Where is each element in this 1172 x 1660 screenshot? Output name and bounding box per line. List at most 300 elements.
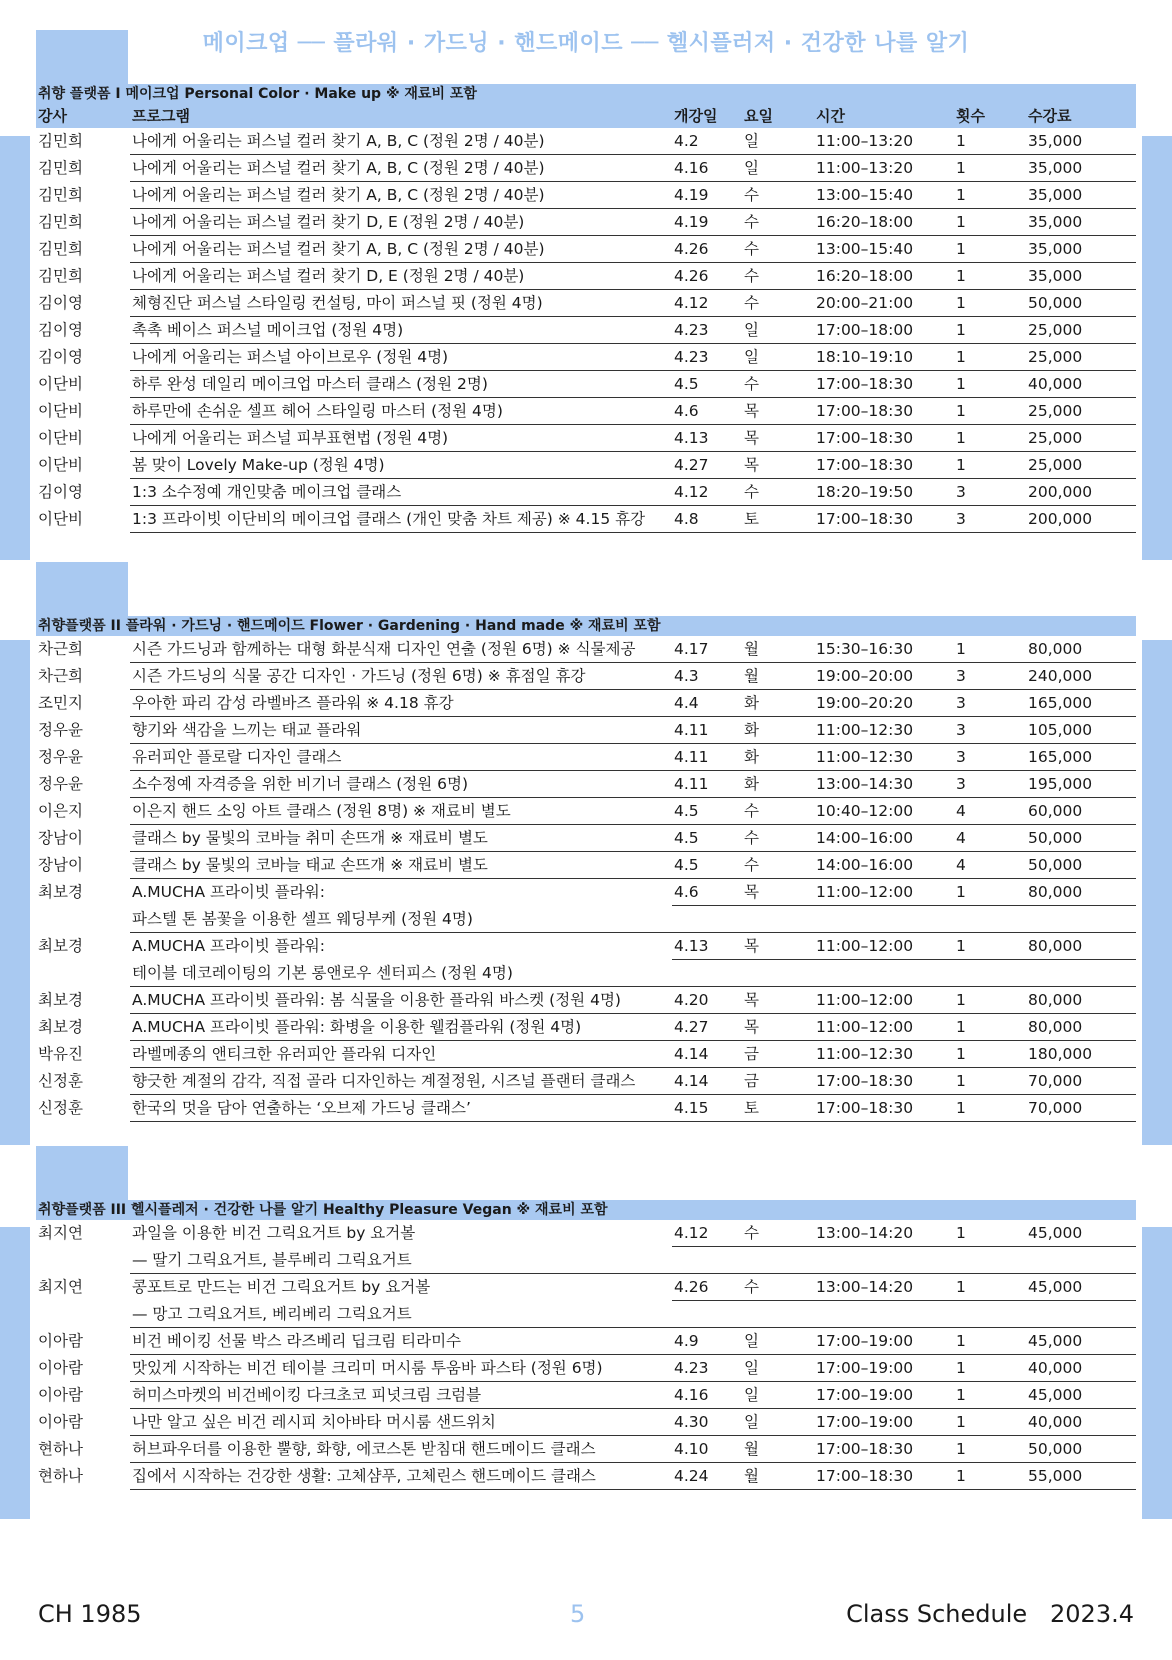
day-cell: 목 (742, 879, 814, 906)
count-cell: 1 (954, 987, 1026, 1014)
program-cell: 나에게 어울리는 퍼스널 컬러 찾기 D, E (정원 2명 / 40분) (130, 209, 672, 236)
day-cell: 일 (742, 128, 814, 155)
table-row (36, 398, 1136, 425)
instructor-cell: 박유진 (38, 1045, 83, 1063)
date-cell (672, 1301, 742, 1328)
program-cell: 나에게 어울리는 퍼스널 피부표현법 (정원 4명) (130, 425, 672, 452)
program-cell: A.MUCHA 프라이빗 플라워: 화병을 이용한 웰컴플라워 (정원 4명) (130, 1014, 672, 1041)
fee-cell: 80,000 (1026, 933, 1136, 960)
instructor-cell: 이단비 (38, 456, 83, 474)
count-cell (954, 1301, 1026, 1328)
program-cell: 테이블 데코레이팅의 기본 롱앤로우 센터피스 (정원 4명) (130, 960, 672, 987)
instructor-cell (36, 906, 130, 933)
count-cell: 1 (954, 236, 1026, 263)
program-cell: 나에게 어울리는 퍼스널 아이브로우 (정원 4명) (130, 344, 672, 371)
day-cell: 수 (742, 852, 814, 879)
fee-cell: 40,000 (1026, 371, 1136, 398)
date-cell: 4.16 (672, 1382, 742, 1409)
instructor-cell: 장남이 (38, 829, 83, 847)
time-cell: 17:00–19:00 (814, 1355, 954, 1382)
count-cell: 3 (954, 771, 1026, 798)
count-cell: 1 (954, 1355, 1026, 1382)
fee-cell: 25,000 (1026, 425, 1136, 452)
fee-cell: 200,000 (1026, 479, 1136, 506)
table-row (36, 155, 1136, 182)
schedule-table (36, 636, 1136, 1122)
count-cell: 4 (954, 825, 1026, 852)
table-row (36, 1436, 1136, 1463)
fee-cell: 25,000 (1026, 398, 1136, 425)
program-cell: — 망고 그릭요거트, 베리베리 그릭요거트 (130, 1301, 672, 1328)
time-cell: 11:00–12:00 (814, 1014, 954, 1041)
count-cell: 1 (954, 1014, 1026, 1041)
day-cell: 목 (742, 452, 814, 479)
day-cell: 화 (742, 771, 814, 798)
instructor-cell (36, 960, 130, 987)
decor-block (1142, 640, 1172, 1145)
count-cell: 1 (954, 344, 1026, 371)
fee-cell: 35,000 (1026, 128, 1136, 155)
program-cell: 유러피안 플로랄 디자인 클래스 (130, 744, 672, 771)
day-cell: 수 (742, 290, 814, 317)
instructor-cell: 이아람 (38, 1332, 83, 1350)
instructor-cell: 김민희 (38, 159, 83, 177)
count-cell: 1 (954, 1382, 1026, 1409)
instructor-cell: 이은지 (38, 802, 83, 820)
table-row (36, 182, 1136, 209)
day-cell (742, 906, 814, 933)
date-cell (672, 1247, 742, 1274)
fee-cell: 25,000 (1026, 344, 1136, 371)
fee-cell: 35,000 (1026, 155, 1136, 182)
count-cell: 4 (954, 798, 1026, 825)
instructor-cell: 김민희 (38, 186, 83, 204)
fee-cell: 180,000 (1026, 1041, 1136, 1068)
day-cell: 일 (742, 1355, 814, 1382)
decor-block (36, 30, 128, 86)
program-cell: 파스텔 톤 봄꽃을 이용한 셀프 웨딩부케 (정원 4명) (130, 906, 672, 933)
table-row (36, 1301, 1136, 1328)
table-row (36, 960, 1136, 987)
instructor-cell: 이아람 (38, 1413, 83, 1431)
date-cell: 4.12 (672, 479, 742, 506)
date-cell: 4.6 (672, 398, 742, 425)
fee-cell: 45,000 (1026, 1328, 1136, 1355)
table-row (36, 744, 1136, 771)
fee-cell: 50,000 (1026, 825, 1136, 852)
table-row (36, 290, 1136, 317)
date-cell: 4.11 (672, 771, 742, 798)
table-row (36, 1409, 1136, 1436)
table-row (36, 425, 1136, 452)
count-cell: 3 (954, 479, 1026, 506)
table-row (36, 771, 1136, 798)
table-row (36, 852, 1136, 879)
date-cell: 4.27 (672, 452, 742, 479)
count-cell (954, 906, 1026, 933)
fee-cell: 45,000 (1026, 1382, 1136, 1409)
instructor-cell: 정우윤 (38, 775, 83, 793)
fee-cell: 45,000 (1026, 1274, 1136, 1301)
decor-block (0, 640, 30, 1145)
table-row (36, 1355, 1136, 1382)
fee-cell: 25,000 (1026, 452, 1136, 479)
program-cell: 나에게 어울리는 퍼스널 컬러 찾기 A, B, C (정원 2명 / 40분) (130, 155, 672, 182)
instructor-cell: 최보경 (38, 937, 83, 955)
fee-cell: 80,000 (1026, 1014, 1136, 1041)
table-row (36, 1041, 1136, 1068)
count-cell: 1 (954, 128, 1026, 155)
count-cell: 1 (954, 1328, 1026, 1355)
instructor-cell: 김민희 (38, 267, 83, 285)
section-title: 취향플랫폼 II 플라워 · 가드닝 · 핸드메이드 Flower · Gardening · Hand made ※ 재료비 포함 (36, 616, 1136, 636)
instructor-cell: 김이영 (38, 321, 83, 339)
date-cell: 4.19 (672, 209, 742, 236)
time-cell: 11:00–12:00 (814, 879, 954, 906)
time-cell: 13:00–14:20 (814, 1274, 954, 1301)
date-cell: 4.5 (672, 798, 742, 825)
section-makeup (36, 84, 1136, 533)
date-cell: 4.2 (672, 128, 742, 155)
date-cell: 4.5 (672, 371, 742, 398)
day-cell: 토 (742, 1095, 814, 1122)
program-cell: 하루 완성 데일리 메이크업 마스터 클래스 (정원 2명) (130, 371, 672, 398)
day-cell: 수 (742, 182, 814, 209)
day-cell: 월 (742, 1463, 814, 1490)
instructor-cell: 차근희 (38, 667, 83, 685)
instructor-cell: 신정훈 (38, 1099, 83, 1117)
time-cell: 17:00–19:00 (814, 1328, 954, 1355)
program-cell: A.MUCHA 프라이빗 플라워: (132, 937, 325, 955)
time-cell (814, 1301, 954, 1328)
instructor-cell (36, 1247, 130, 1274)
decor-block (1142, 1227, 1172, 1519)
date-cell: 4.5 (672, 852, 742, 879)
time-cell: 20:00–21:00 (814, 290, 954, 317)
day-cell: 수 (742, 263, 814, 290)
program-cell: 나에게 어울리는 퍼스널 컬러 찾기 A, B, C (정원 2명 / 40분) (130, 128, 672, 155)
page-header-title: 메이크업 ── 플라워 · 가드닝 · 핸드메이드 ── 헬시플러저 · 건강한 나를 알기 (202, 31, 970, 56)
day-cell: 목 (742, 425, 814, 452)
date-cell: 4.14 (672, 1068, 742, 1095)
time-cell: 14:00–16:00 (814, 825, 954, 852)
count-cell (954, 960, 1026, 987)
count-cell: 3 (954, 506, 1026, 533)
day-cell: 토 (742, 506, 814, 533)
day-cell: 목 (742, 398, 814, 425)
table-header (36, 104, 1136, 128)
day-cell (742, 1247, 814, 1274)
count-cell: 1 (954, 1409, 1026, 1436)
program-cell: 1:3 프라이빗 이단비의 메이크업 클래스 (개인 맞춤 차트 제공) ※ 4.15 휴강 (130, 506, 672, 533)
day-cell (742, 1301, 814, 1328)
footer-schedule-label: Class Schedule 2023.4 (846, 1600, 1134, 1628)
table-row (36, 1382, 1136, 1409)
fee-cell: 45,000 (1026, 1220, 1136, 1247)
time-cell: 11:00–12:30 (814, 717, 954, 744)
count-cell: 1 (954, 398, 1026, 425)
time-cell: 18:20–19:50 (814, 479, 954, 506)
program-cell: 우아한 파리 감성 라벨바즈 플라워 ※ 4.18 휴강 (130, 690, 672, 717)
count-cell: 1 (954, 371, 1026, 398)
date-cell: 4.24 (672, 1463, 742, 1490)
program-cell: 한국의 멋을 담아 연출하는 ‘오브제 가드닝 클래스’ (130, 1095, 672, 1122)
date-cell: 4.23 (672, 344, 742, 371)
program-cell: 시즌 가드닝의 식물 공간 디자인 · 가드닝 (정원 6명) ※ 휴점일 휴강 (130, 663, 672, 690)
program-cell: 클래스 by 물빛의 코바늘 취미 손뜨개 ※ 재료비 별도 (130, 825, 672, 852)
section-title: 취향 플랫폼 I 메이크업 Personal Color · Make up ※ 재료비 포함 (36, 84, 1136, 104)
program-cell: 향긋한 계절의 감각, 직접 골라 디자인하는 계절정원, 시즈널 플랜터 클래스 (130, 1068, 672, 1095)
program-cell: 이은지 핸드 소잉 아트 클래스 (정원 8명) ※ 재료비 별도 (130, 798, 672, 825)
fee-cell (1026, 960, 1136, 987)
decor-block (36, 1146, 128, 1202)
program-cell: 콩포트로 만드는 비건 그릭요거트 by 요거볼 (132, 1278, 431, 1296)
table-row (36, 1247, 1136, 1274)
instructor-cell: 장남이 (38, 856, 83, 874)
count-cell: 1 (954, 1068, 1026, 1095)
date-cell (672, 906, 742, 933)
date-cell: 4.11 (672, 744, 742, 771)
table-row (36, 506, 1136, 533)
fee-cell (1026, 1301, 1136, 1328)
footer-page-number: 5 (570, 1600, 586, 1628)
day-cell: 수 (742, 236, 814, 263)
table-row (36, 128, 1136, 155)
count-cell: 3 (954, 744, 1026, 771)
instructor-cell (36, 1301, 130, 1328)
instructor-cell: 차근희 (38, 640, 83, 658)
instructor-cell: 김민희 (38, 213, 83, 231)
date-cell: 4.14 (672, 1041, 742, 1068)
schedule-table (36, 104, 1136, 533)
instructor-cell: 이아람 (38, 1386, 83, 1404)
time-cell: 19:00–20:00 (814, 663, 954, 690)
column-header: 요일 (742, 104, 814, 128)
instructor-cell: 조민지 (38, 694, 83, 712)
fee-cell (1026, 906, 1136, 933)
column-header: 프로그램 (130, 104, 672, 128)
day-cell: 화 (742, 744, 814, 771)
date-cell: 4.10 (672, 1436, 742, 1463)
fee-cell: 35,000 (1026, 209, 1136, 236)
date-cell: 4.19 (672, 182, 742, 209)
table-row (36, 1014, 1136, 1041)
date-cell: 4.27 (672, 1014, 742, 1041)
program-cell: 나에게 어울리는 퍼스널 컬러 찾기 D, E (정원 2명 / 40분) (130, 263, 672, 290)
fee-cell: 25,000 (1026, 317, 1136, 344)
time-cell: 17:00–18:00 (814, 317, 954, 344)
date-cell: 4.9 (672, 1328, 742, 1355)
day-cell: 일 (742, 1409, 814, 1436)
instructor-cell: 신정훈 (38, 1072, 83, 1090)
instructor-cell: 이아람 (38, 1359, 83, 1377)
column-header: 수강료 (1026, 104, 1136, 128)
fee-cell: 40,000 (1026, 1355, 1136, 1382)
column-header: 횟수 (954, 104, 1026, 128)
program-cell: 허미스마켓의 비건베이킹 다크초코 피넛크림 크럼블 (130, 1382, 672, 1409)
fee-cell: 50,000 (1026, 290, 1136, 317)
date-cell: 4.17 (672, 636, 742, 663)
column-header: 강사 (36, 104, 130, 128)
table-row (36, 933, 1136, 960)
fee-cell: 80,000 (1026, 636, 1136, 663)
fee-cell: 105,000 (1026, 717, 1136, 744)
date-cell: 4.26 (672, 263, 742, 290)
program-cell: A.MUCHA 프라이빗 플라워: (132, 883, 325, 901)
program-cell: — 딸기 그릭요거트, 블루베리 그릭요거트 (130, 1247, 672, 1274)
date-cell: 4.11 (672, 717, 742, 744)
instructor-cell: 이단비 (38, 510, 83, 528)
program-cell: 집에서 시작하는 건강한 생활: 고체샴푸, 고체린스 핸드메이드 클래스 (130, 1463, 672, 1490)
count-cell: 1 (954, 879, 1026, 906)
table-row (36, 452, 1136, 479)
instructor-cell: 정우윤 (38, 721, 83, 739)
count-cell: 1 (954, 1095, 1026, 1122)
day-cell: 수 (742, 825, 814, 852)
program-cell: 클래스 by 물빛의 코바늘 태교 손뜨개 ※ 재료비 별도 (130, 852, 672, 879)
date-cell: 4.26 (672, 236, 742, 263)
program-cell: 나에게 어울리는 퍼스널 컬러 찾기 A, B, C (정원 2명 / 40분) (130, 236, 672, 263)
instructor-cell: 이단비 (38, 429, 83, 447)
day-cell: 일 (742, 155, 814, 182)
program-cell: 촉촉 베이스 퍼스널 메이크업 (정원 4명) (130, 317, 672, 344)
table-row (36, 1274, 1136, 1301)
table-row (36, 209, 1136, 236)
section-flower (36, 616, 1136, 1122)
instructor-cell: 김이영 (38, 483, 83, 501)
time-cell (814, 906, 954, 933)
fee-cell: 70,000 (1026, 1068, 1136, 1095)
decor-block (1142, 136, 1172, 560)
time-cell: 13:00–14:30 (814, 771, 954, 798)
fee-cell: 165,000 (1026, 744, 1136, 771)
fee-cell: 70,000 (1026, 1095, 1136, 1122)
time-cell: 13:00–14:20 (814, 1220, 954, 1247)
instructor-cell: 이단비 (38, 375, 83, 393)
day-cell: 수 (742, 479, 814, 506)
table-row (36, 798, 1136, 825)
time-cell: 11:00–13:20 (814, 155, 954, 182)
day-cell: 수 (742, 1274, 814, 1301)
instructor-cell: 최지연 (38, 1278, 83, 1296)
day-cell (742, 960, 814, 987)
instructor-cell: 최지연 (38, 1224, 83, 1242)
date-cell (672, 960, 742, 987)
instructor-cell: 김민희 (38, 240, 83, 258)
program-cell: 라벨메종의 앤티크한 유러피안 플라워 디자인 (130, 1041, 672, 1068)
program-cell: 시즌 가드닝과 함께하는 대형 화분식재 디자인 연출 (정원 6명) ※ 식물제공 (130, 636, 672, 663)
time-cell: 11:00–12:00 (814, 987, 954, 1014)
table-row (36, 663, 1136, 690)
date-cell: 4.20 (672, 987, 742, 1014)
program-cell: 과일을 이용한 비건 그릭요거트 by 요거볼 (132, 1224, 416, 1242)
day-cell: 목 (742, 987, 814, 1014)
table-row (36, 1068, 1136, 1095)
table-row (36, 479, 1136, 506)
time-cell: 16:20–18:00 (814, 263, 954, 290)
program-cell: 나에게 어울리는 퍼스널 컬러 찾기 A, B, C (정원 2명 / 40분) (130, 182, 672, 209)
program-cell: 맛있게 시작하는 비건 테이블 크리미 머시룸 투움바 파스타 (정원 6명) (130, 1355, 672, 1382)
program-cell: 나만 알고 싶은 비건 레시피 치아바타 머시룸 샌드위치 (130, 1409, 672, 1436)
count-cell: 1 (954, 636, 1026, 663)
date-cell: 4.12 (672, 290, 742, 317)
table-row (36, 1463, 1136, 1490)
count-cell: 1 (954, 1041, 1026, 1068)
table-row (36, 717, 1136, 744)
time-cell: 17:00–18:30 (814, 371, 954, 398)
table-row (36, 987, 1136, 1014)
count-cell: 1 (954, 1436, 1026, 1463)
day-cell: 화 (742, 690, 814, 717)
time-cell (814, 1247, 954, 1274)
instructor-cell: 최보경 (38, 883, 83, 901)
decor-block (0, 1227, 30, 1519)
table-row (36, 1220, 1136, 1247)
section-healthy (36, 1200, 1136, 1490)
time-cell: 13:00–15:40 (814, 182, 954, 209)
count-cell: 4 (954, 852, 1026, 879)
time-cell: 17:00–19:00 (814, 1409, 954, 1436)
date-cell: 4.3 (672, 663, 742, 690)
date-cell: 4.15 (672, 1095, 742, 1122)
instructor-cell: 최보경 (38, 991, 83, 1009)
day-cell: 일 (742, 317, 814, 344)
time-cell: 19:00–20:20 (814, 690, 954, 717)
instructor-cell: 김이영 (38, 348, 83, 366)
table-row (36, 1095, 1136, 1122)
table-row (36, 879, 1136, 906)
instructor-cell: 현하나 (38, 1440, 83, 1458)
date-cell: 4.13 (672, 425, 742, 452)
count-cell: 1 (954, 209, 1026, 236)
day-cell: 월 (742, 636, 814, 663)
table-row (36, 344, 1136, 371)
count-cell: 3 (954, 663, 1026, 690)
fee-cell: 80,000 (1026, 987, 1136, 1014)
count-cell (954, 1247, 1026, 1274)
count-cell: 1 (954, 182, 1026, 209)
day-cell: 금 (742, 1041, 814, 1068)
instructor-cell: 김민희 (38, 132, 83, 150)
time-cell: 18:10–19:10 (814, 344, 954, 371)
time-cell: 11:00–12:30 (814, 1041, 954, 1068)
day-cell: 일 (742, 1382, 814, 1409)
count-cell: 1 (954, 1220, 1026, 1247)
day-cell: 일 (742, 1328, 814, 1355)
count-cell: 1 (954, 1274, 1026, 1301)
decor-block (0, 136, 30, 560)
program-cell: A.MUCHA 프라이빗 플라워: 봄 식물을 이용한 플라워 바스켓 (정원 4명) (130, 987, 672, 1014)
time-cell: 17:00–18:30 (814, 452, 954, 479)
fee-cell: 35,000 (1026, 182, 1136, 209)
count-cell: 1 (954, 425, 1026, 452)
decor-block (36, 562, 128, 618)
fee-cell: 165,000 (1026, 690, 1136, 717)
day-cell: 목 (742, 933, 814, 960)
date-cell: 4.23 (672, 1355, 742, 1382)
time-cell: 17:00–18:30 (814, 1068, 954, 1095)
time-cell: 14:00–16:00 (814, 852, 954, 879)
date-cell: 4.30 (672, 1409, 742, 1436)
schedule-table (36, 1220, 1136, 1490)
fee-cell: 50,000 (1026, 1436, 1136, 1463)
count-cell: 1 (954, 317, 1026, 344)
time-cell (814, 960, 954, 987)
time-cell: 11:00–12:00 (814, 933, 954, 960)
time-cell: 17:00–18:30 (814, 425, 954, 452)
day-cell: 금 (742, 1068, 814, 1095)
day-cell: 월 (742, 1436, 814, 1463)
